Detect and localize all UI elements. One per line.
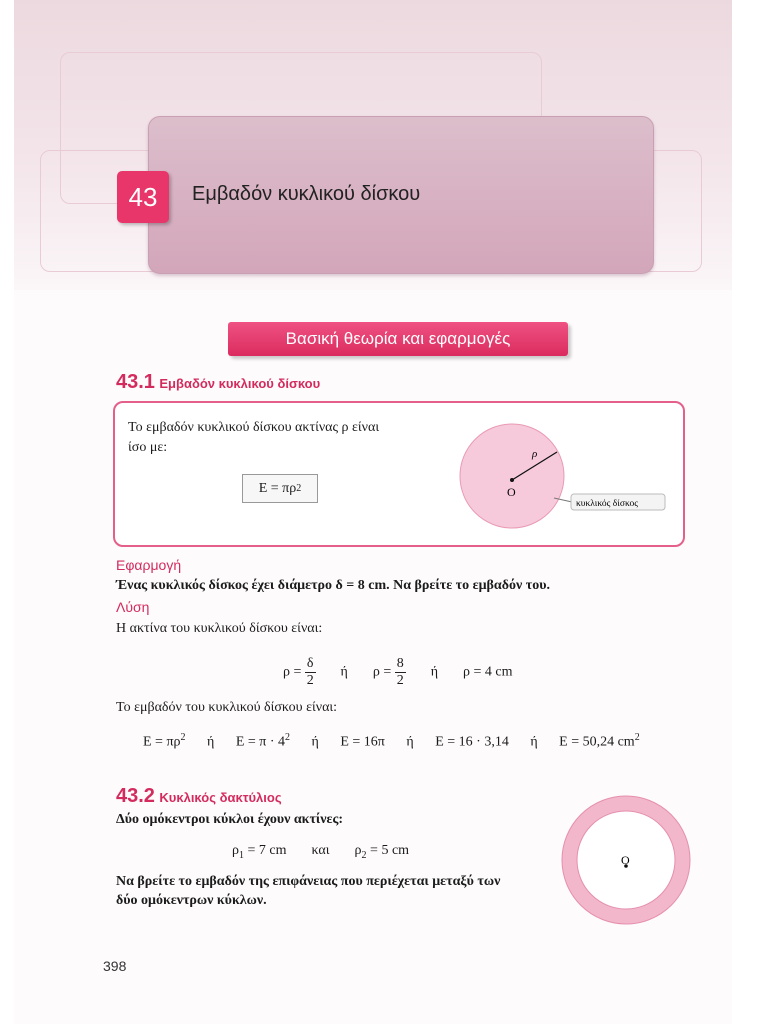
eq-or: ή: [406, 734, 414, 750]
application-heading: Εφαρμογή: [116, 557, 182, 573]
radius-value: = 5 cm: [366, 843, 410, 858]
eq-result: ρ = 4 cm: [463, 664, 513, 680]
section-title: Εμβαδόν κυκλικού δίσκου: [159, 376, 321, 391]
fraction-numerator: δ: [306, 656, 314, 671]
ring-figure: [546, 786, 706, 936]
chapter-number-badge: 43: [117, 171, 169, 223]
solution-text: Το εμβαδόν του κυκλικού δίσκου είναι:: [116, 700, 338, 715]
theory-text: Το εμβαδόν κυκλικού δίσκου ακτίνας ρ είναι: [128, 420, 380, 435]
eq-or: ή: [340, 664, 348, 680]
radii-values: [232, 843, 409, 861]
eq-term: E = π · 4: [235, 734, 286, 750]
eq-or: ή: [430, 664, 439, 680]
area-formula: [242, 474, 318, 503]
solution-heading: Λύση: [116, 599, 150, 615]
and-word: και: [311, 843, 330, 858]
section-banner: Βασική θεωρία και εφαρμογές: [228, 322, 568, 356]
section-heading: [116, 371, 320, 394]
center-label: O: [507, 485, 516, 499]
disk-label: κυκλικός δίσκος: [576, 499, 639, 509]
eq-result: E = 50,24 cm: [559, 734, 635, 750]
eq-or: ή: [207, 734, 215, 750]
exercise-text: δύο ομόκεντρων κύκλων.: [116, 893, 267, 908]
eq-exponent: 2: [285, 732, 291, 743]
eq-exponent: 2: [180, 732, 186, 743]
exercise-text: Να βρείτε το εμβαδόν της επιφάνειας που περιέχεται μεταξύ των: [116, 874, 501, 889]
section-number: 43.1: [116, 371, 155, 393]
fraction-denominator: 2: [306, 673, 314, 688]
page-number: 398: [103, 958, 127, 974]
section-title: Κυκλικός δακτύλιος: [159, 790, 282, 805]
radius-value: = 7 cm: [244, 843, 287, 858]
eq-or: ή: [530, 734, 538, 750]
chapter-title: Εμβαδόν κυκλικού δίσκου: [192, 183, 421, 205]
section-number: 43.2: [116, 785, 155, 807]
radius-subscript: 1: [239, 849, 244, 861]
eq-term: E = πρ: [143, 734, 181, 750]
eq-term: ρ =: [283, 664, 302, 680]
disk-figure: [440, 412, 680, 542]
radius-symbol: ρ: [232, 843, 239, 858]
eq-exponent: 2: [634, 732, 640, 743]
radius-subscript: 2: [361, 849, 367, 861]
fraction-denominator: 2: [396, 673, 404, 688]
radius-symbol: ρ: [354, 843, 362, 858]
theory-text: ίσο με:: [128, 440, 168, 455]
fraction: [395, 656, 406, 689]
exercise-text: Δύο ομόκεντροι κύκλοι έχουν ακτίνες:: [116, 812, 344, 827]
formula-exponent: 2: [296, 483, 302, 494]
disk-shape: [460, 424, 564, 528]
eq-term: E = 16π: [340, 734, 385, 750]
fraction: [305, 656, 316, 689]
radius-equation: [283, 656, 513, 689]
eq-term: E = 16 · 3,14: [435, 734, 509, 750]
radius-label: ρ: [532, 448, 538, 460]
formula-text: E = πρ: [258, 480, 297, 496]
fraction-numerator: 8: [396, 656, 404, 671]
area-equation: [143, 732, 640, 751]
section-heading: [116, 785, 282, 808]
eq-or: ή: [311, 734, 319, 750]
eq-term: ρ =: [372, 664, 392, 680]
center-point: [510, 478, 514, 482]
application-problem: Ένας κυκλικός δίσκος έχει διάμετρο δ = 8 cm. Να βρείτε το εμβαδόν του.: [116, 578, 550, 593]
solution-text: Η ακτίνα του κυκλικού δίσκου είναι:: [116, 621, 323, 636]
center-label: O: [621, 853, 630, 867]
